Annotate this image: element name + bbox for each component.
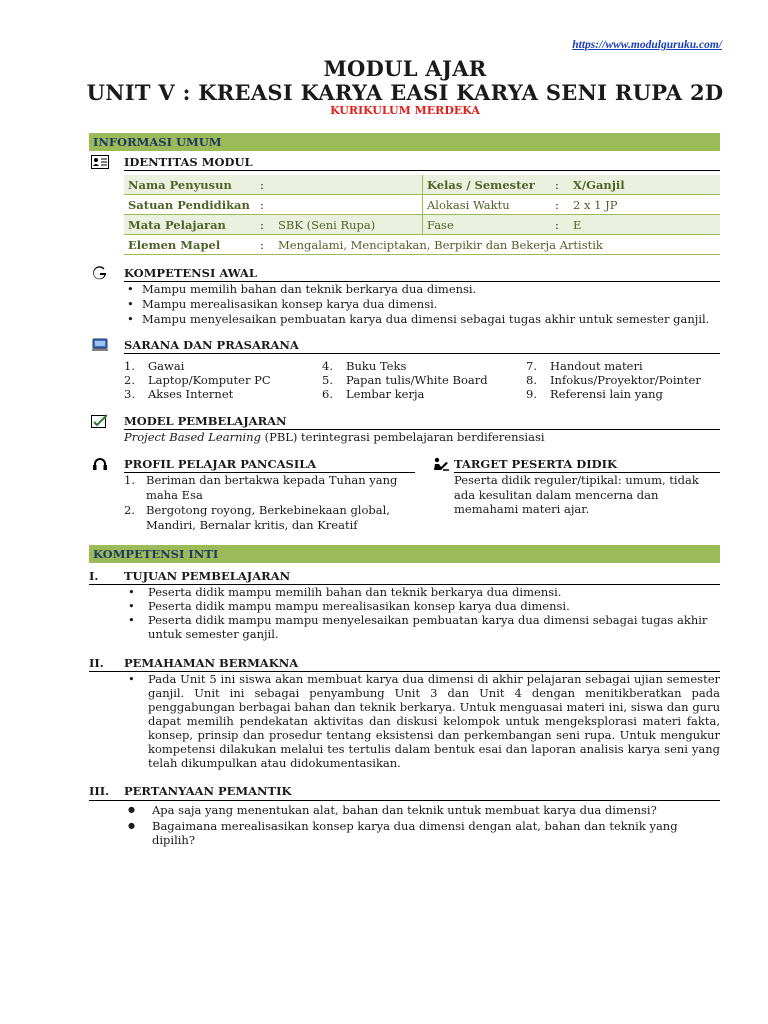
item-number: 4. bbox=[322, 359, 333, 373]
section-bar-informasi-umum: INFORMASI UMUM bbox=[89, 133, 720, 151]
identitas-modul-header bbox=[89, 155, 720, 171]
kompetensi-awal-header bbox=[89, 266, 720, 282]
model-heading: MODEL PEMBELAJARAN bbox=[124, 414, 287, 428]
profil-list bbox=[124, 473, 414, 532]
pertanyaan-heading: PERTANYAAN PEMANTIK bbox=[124, 784, 292, 798]
list-item: • Mampu memilih bahan dan teknik berkarya dua dimensi. bbox=[124, 282, 709, 297]
value-elemen-mapel: Mengalami, Menciptakan, Berpikir dan Bekerja Artistik bbox=[274, 235, 720, 255]
sarana-header bbox=[89, 338, 720, 354]
item-line: Mandiri, Bernalar kritis, dan Kreatif bbox=[146, 517, 358, 532]
kompetensi-awal-heading: KOMPETENSI AWAL bbox=[124, 266, 257, 280]
colon: : bbox=[256, 175, 274, 195]
key-elemen-mapel: Elemen Mapel bbox=[124, 235, 256, 255]
item-line: Bergotong royong, Berkebinekaan global, bbox=[146, 503, 390, 517]
target-text bbox=[454, 473, 699, 517]
item-text: Referensi lain yang bbox=[550, 387, 663, 401]
item-text: Infokus/Proyektor/Pointer bbox=[550, 373, 701, 387]
text-line: Peserta didik reguler/tipikal: umum, tidak bbox=[454, 473, 699, 487]
list-item: • Peserta didik mampu mampu merealisasikan konsep karya dua dimensi. bbox=[124, 599, 720, 613]
unit-title: UNIT V : KREASI KARYA EASI KARYA SENI RUPA 2D bbox=[86, 80, 724, 105]
pertanyaan-list bbox=[124, 803, 684, 847]
sarana-col-2 bbox=[322, 359, 488, 401]
divider bbox=[124, 353, 720, 354]
colon: : bbox=[551, 195, 569, 215]
table-row bbox=[124, 195, 720, 215]
list-item: • Mampu merealisasikan konsep karya dua dimensi. bbox=[124, 297, 709, 312]
text-line: memahami materi ajar. bbox=[454, 502, 590, 516]
target-header bbox=[430, 457, 720, 473]
text-line: ada kesulitan dalam mencerna dan bbox=[454, 487, 659, 502]
value-nama-penyusun bbox=[274, 175, 423, 195]
colon: : bbox=[256, 215, 274, 235]
list-item bbox=[124, 387, 271, 401]
colon: : bbox=[551, 175, 569, 195]
profil-header bbox=[89, 457, 415, 473]
colon: : bbox=[256, 235, 274, 255]
list-item bbox=[322, 373, 488, 387]
list-item bbox=[124, 473, 414, 502]
item-number: 5. bbox=[322, 373, 333, 387]
key-kelas-semester: Kelas / Semester bbox=[423, 175, 552, 195]
value-fase: E bbox=[569, 215, 720, 235]
computer-icon bbox=[91, 338, 109, 352]
table-row bbox=[124, 175, 720, 195]
value-mata-pelajaran: SBK (Seni Rupa) bbox=[274, 215, 423, 235]
divider bbox=[89, 800, 720, 801]
item-text: Gawai bbox=[148, 359, 185, 373]
item-text: Laptop/Komputer PC bbox=[148, 373, 271, 387]
list-item: • Mampu menyelesaikan pembuatan karya dua dimensi sebagai tugas akhir untuk semester ganjil. bbox=[124, 312, 709, 327]
key-alokasi-waktu: Alokasi Waktu bbox=[423, 195, 552, 215]
key-nama-penyusun: Nama Penyusun bbox=[124, 175, 256, 195]
list-item: ● Bagaimana merealisasikan konsep karya dua dimensi dengan alat, bahan dan teknik yang dipilih? bbox=[124, 819, 684, 847]
list-item bbox=[526, 373, 701, 387]
section-bar-kompetensi-inti: KOMPETENSI INTI bbox=[89, 545, 720, 563]
colon: : bbox=[551, 215, 569, 235]
sarana-heading: SARANA DAN PRASARANA bbox=[124, 338, 299, 352]
item-text: Buku Teks bbox=[346, 359, 407, 373]
tujuan-heading: TUJUAN PEMBELAJARAN bbox=[124, 569, 291, 583]
checklist-icon bbox=[91, 414, 109, 428]
item-text: Lembar kerja bbox=[346, 387, 425, 401]
roman-numeral: II. bbox=[89, 656, 104, 670]
document-title: MODUL AJAR bbox=[323, 56, 487, 81]
item-number: 1. bbox=[124, 359, 135, 373]
list-item bbox=[322, 387, 488, 401]
item-number: 1. bbox=[124, 473, 135, 487]
item-text: Handout materi bbox=[550, 359, 643, 373]
sarana-col-1 bbox=[124, 359, 271, 401]
website-link[interactable]: https://www.modulguruku.com/ bbox=[572, 39, 722, 51]
target-heading: TARGET PESERTA DIDIK bbox=[454, 457, 617, 471]
list-item bbox=[526, 387, 701, 401]
id-card-icon bbox=[91, 155, 109, 169]
list-item bbox=[124, 359, 271, 373]
value-alokasi-waktu: 2 x 1 JP bbox=[569, 195, 720, 215]
pemahaman-paragraph: • Pada Unit 5 ini siswa akan membuat karya dua dimensi di akhir pelajaran sebagai ujian semester ganjil. Unit ini sebagai penyambung Unit 3 dan Unit 4 dengan menitikberatkan pada penggabungan berbagai bahan dan teknik berkarya. Untuk menguasai materi ini, siswa dan guru dapat memilih pendekatan aktivitas dan diskusi kelompok untuk mengeksplorasi materi fakta, konsep, prinsip dan prosedur tentang eksistensi dan perkembangan seni rupa. Untuk mengukur kompetensi dilakukan melalui tes tertulis dalam bentuk esai dan laporan analisis karya seni yang telah dikumpulkan atau didokumentasikan. bbox=[124, 672, 720, 770]
item-number: 3. bbox=[124, 387, 135, 401]
curriculum-subtitle: KURIKULUM MERDEKA bbox=[330, 104, 480, 117]
item-number: 9. bbox=[526, 387, 537, 401]
pemahaman-heading: PEMAHAMAN BERMAKNA bbox=[124, 656, 299, 670]
list-item bbox=[526, 359, 701, 373]
key-mata-pelajaran: Mata Pelajaran bbox=[124, 215, 256, 235]
roman-numeral: III. bbox=[89, 784, 110, 798]
model-header bbox=[89, 414, 720, 430]
item-number: 2. bbox=[124, 373, 135, 387]
divider bbox=[124, 170, 720, 171]
item-text: Papan tulis/White Board bbox=[346, 373, 488, 387]
model-text bbox=[124, 430, 545, 445]
kompetensi-awal-list bbox=[124, 282, 709, 327]
colon: : bbox=[256, 195, 274, 215]
sarana-col-3 bbox=[526, 359, 701, 401]
item-text: Akses Internet bbox=[148, 387, 234, 401]
item-number: 2. bbox=[124, 503, 135, 517]
list-item: • Peserta didik mampu memilih bahan dan teknik berkarya dua dimensi. bbox=[124, 585, 720, 599]
headset-icon bbox=[91, 457, 109, 471]
key-fase: Fase bbox=[423, 215, 552, 235]
key-satuan-pendidikan: Satuan Pendidikan bbox=[124, 195, 256, 215]
table-row bbox=[124, 215, 720, 235]
list-item bbox=[124, 503, 414, 532]
item-line: maha Esa bbox=[146, 487, 203, 502]
table-row bbox=[124, 235, 720, 255]
list-item: • Peserta didik mampu mampu menyelesaikan pembuatan karya dua dimensi sebagai tugas akhir untuk semester ganjil. bbox=[124, 613, 720, 641]
pemahaman-list bbox=[124, 672, 720, 770]
item-number: 8. bbox=[526, 373, 537, 387]
item-number: 7. bbox=[526, 359, 537, 373]
list-item bbox=[124, 373, 271, 387]
profil-heading: PROFIL PELAJAR PANCASILA bbox=[124, 457, 317, 471]
tujuan-list bbox=[124, 585, 720, 641]
item-text bbox=[146, 473, 397, 502]
roman-numeral: I. bbox=[89, 569, 99, 583]
value-kelas-semester: X/Ganjil bbox=[569, 175, 720, 195]
item-line: Beriman dan bertakwa kepada Tuhan yang bbox=[146, 473, 398, 487]
identitas-table bbox=[124, 175, 720, 255]
model-description: (PBL) terintegrasi pembelajaran berdiferensiasi bbox=[260, 430, 545, 444]
student-desk-icon bbox=[432, 457, 450, 471]
value-satuan-pendidikan bbox=[274, 195, 423, 215]
model-name: Project Based Learning bbox=[124, 430, 261, 444]
list-item bbox=[322, 359, 488, 373]
item-number: 6. bbox=[322, 387, 333, 401]
identitas-modul-heading: IDENTITAS MODUL bbox=[124, 155, 253, 169]
item-text bbox=[146, 503, 390, 532]
list-item: ● Apa saja yang menentukan alat, bahan dan teknik untuk membuat karya dua dimensi? bbox=[124, 803, 684, 817]
g-logo-icon bbox=[91, 266, 109, 280]
